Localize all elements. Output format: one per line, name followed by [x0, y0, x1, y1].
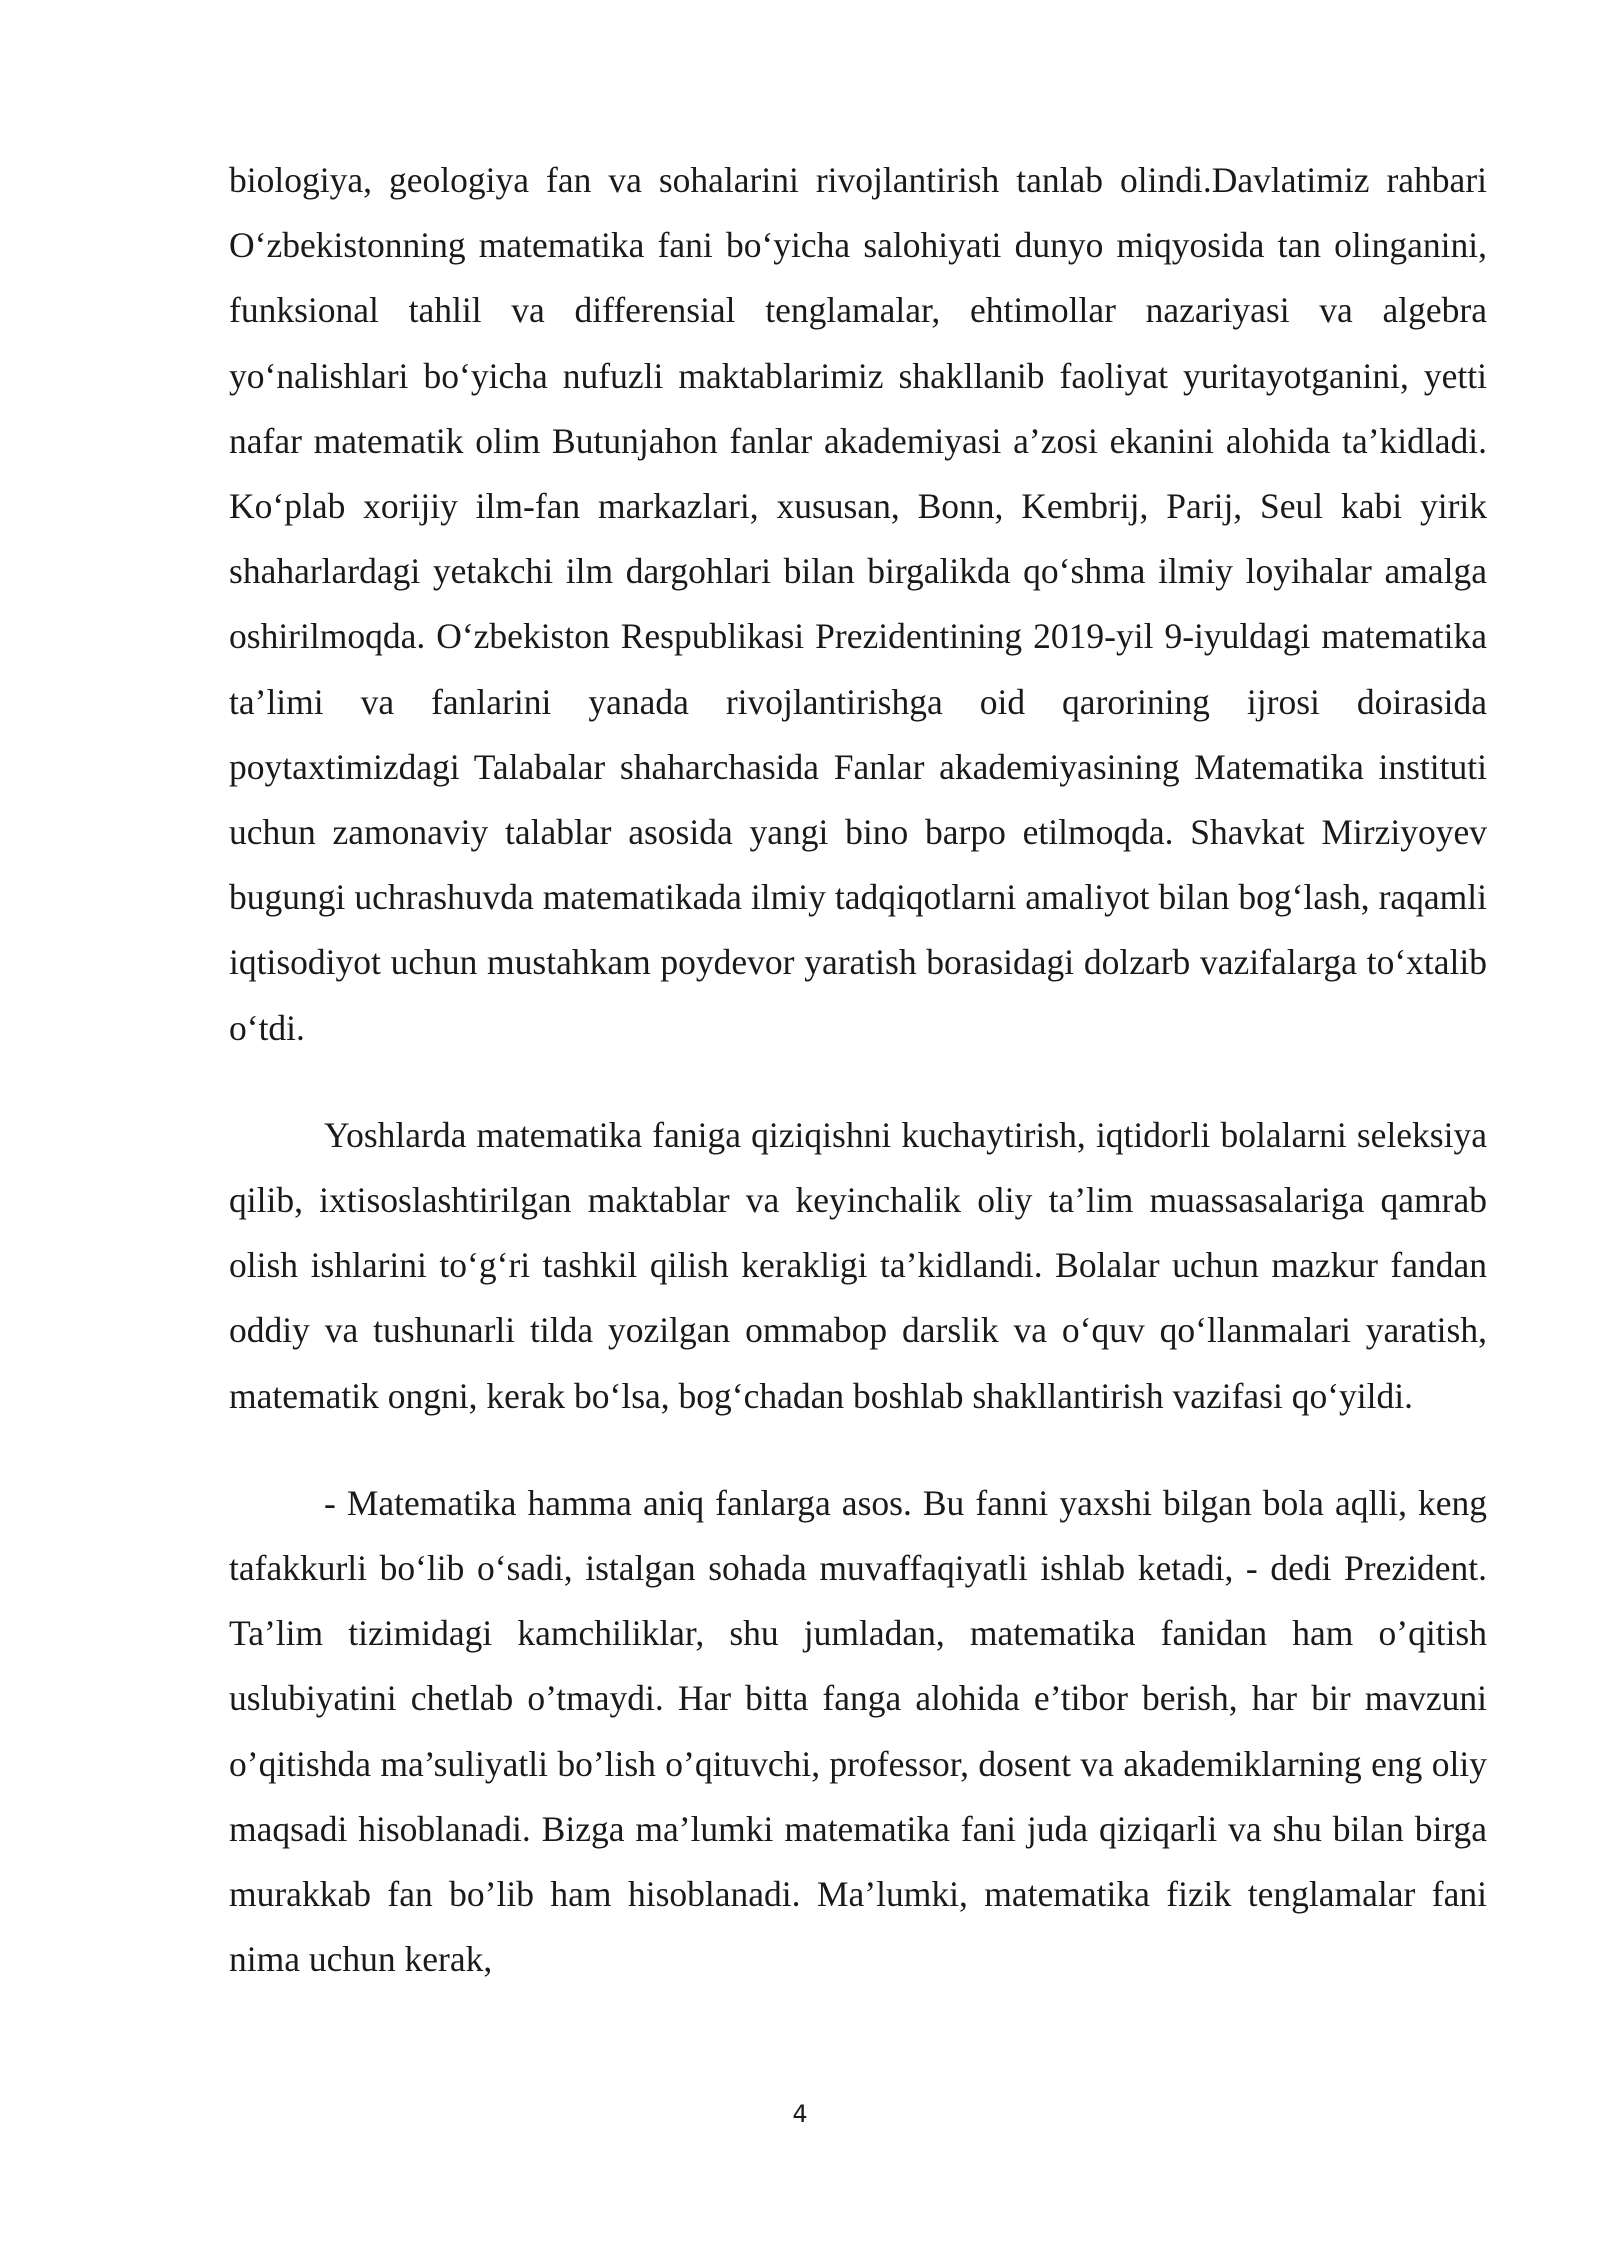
paragraph-1: biologiya, geologiya fan va sohalarini rivojlantirish tanlab olindi.Davlatimiz rahbari O‘zbekistonning matematika fani bo‘yicha salohiyati dunyo miqyosida tan olinganini, funksional tahlil va differensial tenglamalar, ehtimollar nazariyasi va algebra yo‘nalishlari bo‘yicha nufuzli maktablarimiz shakllanib faoliyat yuritayotganini, yetti nafar matematik olim Butunjahon fanlar akademiyasi a’zosi ekanini alohida ta’kidladi. Ko‘plab xorijiy ilm-fan markazlari, xususan, Bonn, Kembrij, Parij, Seul kabi yirik shaharlardagi yetakchi ilm dargohlari bilan birgalikda qo‘shma ilmiy loyihalar amalga oshirilmoqda. O‘zbekiston Respublikasi Prezidentining 2019-yil 9-iyuldagi matematika ta’limi va fanlarini yanada rivojlantirishga oid qarorining ijrosi doirasida poytaxtimizdagi Talabalar shaharchasida Fanlar akademiyasining Matematika instituti uchun zamonaviy talablar asosida yangi bino barpo etilmoqda. Shavkat Mirziyoyev bugungi uchrashuvda matematikada ilmiy tadqiqotlarni amaliyot bilan bog‘lash, raqamli iqtisodiyot uchun mustahkam poydevor yaratish borasidagi dolzarb vazifalarga to‘xtalib o‘tdi. [229, 160, 1487, 1048]
paragraph-2: Yoshlarda matematika faniga qiziqishni kuchaytirish, iqtidorli bolalarni seleksiya qilib, ixtisoslashtirilgan maktablar va keyinchalik oliy ta’lim muassasalariga qamrab olish ishlarini to‘g‘ri tashkil qilish kerakligi ta’kidlandi. Bolalar uchun mazkur fandan oddiy va tushunarli tilda yozilgan ommabop darslik va o‘quv qo‘llanmalari yaratish, matematik ongni, kerak bo‘lsa, bog‘chadan boshlab shakllantirish vazifasi qo‘yildi. [229, 1114, 1487, 1416]
paragraph-3: - Matematika hamma aniq fanlarga asos. Bu fanni yaxshi bilgan bola aqlli, keng tafakkurli bo‘lib o‘sadi, istalgan sohada muvaffaqiyatli ishlab ketadi, - dedi Prezident. Ta’lim tizimidagi kamchiliklar, shu jumladan, matematika fanidan ham o’qitish uslubiyatini chetlab o’tmaydi. Har bitta fanga alohida e’tibor berish, har bir mavzuni o’qitishda ma’suliyatli bo’lish o’qituvchi, professor, dosent va akademiklarning eng oliy maqsadi hisoblanadi. Bizga ma’lumki matematika fani juda qiziqarli va shu bilan birga murakkab fan bo’lib ham hisoblanadi. Ma’lumki, matematika fizik tenglamalar fani nima uchun kerak, [229, 1482, 1487, 1980]
page-number: 4 [792, 2100, 808, 2128]
body-text [229, 148, 1487, 1992]
